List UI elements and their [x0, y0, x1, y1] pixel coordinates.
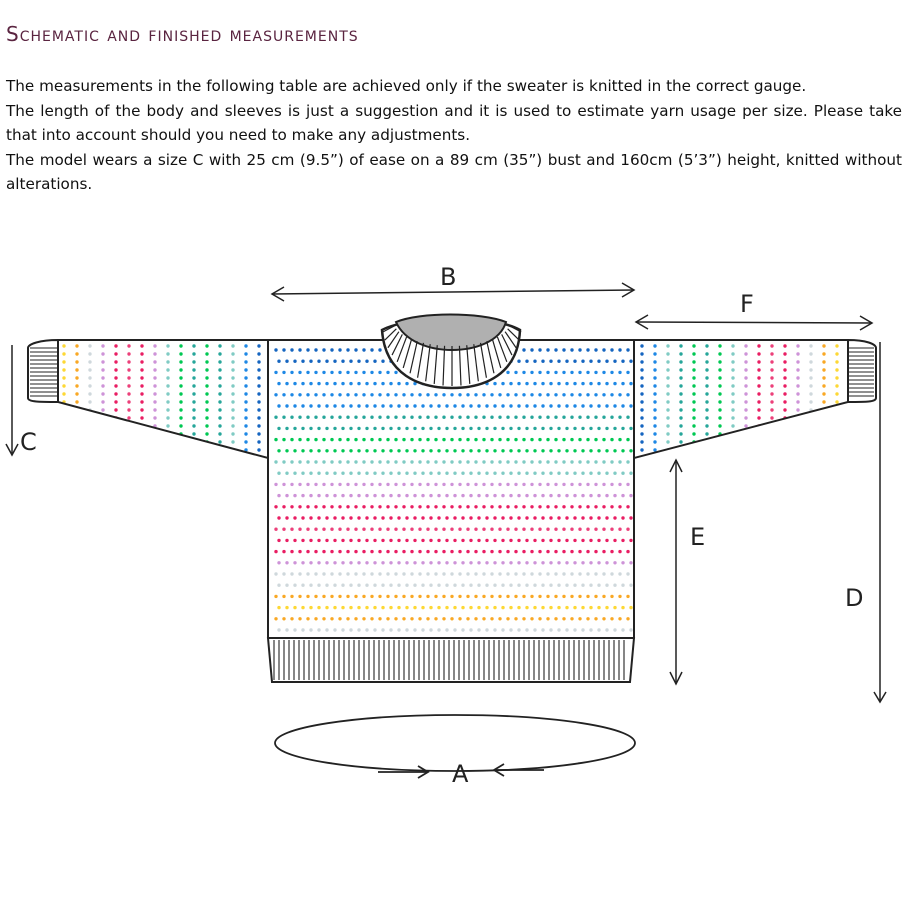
label-c: C [20, 428, 37, 456]
page-title: Schematic and finished measurements [6, 22, 359, 46]
intro-paragraph: The length of the body and sleeves is just a suggestion and it is used to estimate yarn usage per size. Please take that into account should you need to make any adjustments. [6, 101, 902, 144]
label-d: D [845, 584, 864, 612]
measure-f [636, 315, 872, 330]
intro-paragraph: The measurements in the following table are achieved only if the sweater is knitted in the correct gauge. [6, 77, 807, 95]
body-dot-pattern [274, 348, 632, 631]
measure-e [670, 460, 682, 684]
hem-ribbing [268, 638, 634, 682]
right-sleeve [634, 340, 848, 458]
label-f: F [740, 290, 754, 318]
label-b: B [440, 263, 457, 291]
neckband [382, 315, 521, 389]
left-sleeve-dot-pattern [62, 344, 260, 459]
intro-paragraph: The model wears a size C with 25 cm (9.5”) of ease on a 89 cm (35”) bust and 160cm (5’3”) height, knitted without alterations. [6, 150, 902, 193]
label-e: E [690, 523, 706, 551]
label-a: A [452, 760, 469, 788]
left-sleeve [58, 340, 268, 458]
right-sleeve-dot-pattern [640, 344, 838, 459]
right-cuff [848, 340, 876, 402]
left-cuff [28, 340, 58, 402]
measure-c [6, 345, 18, 455]
